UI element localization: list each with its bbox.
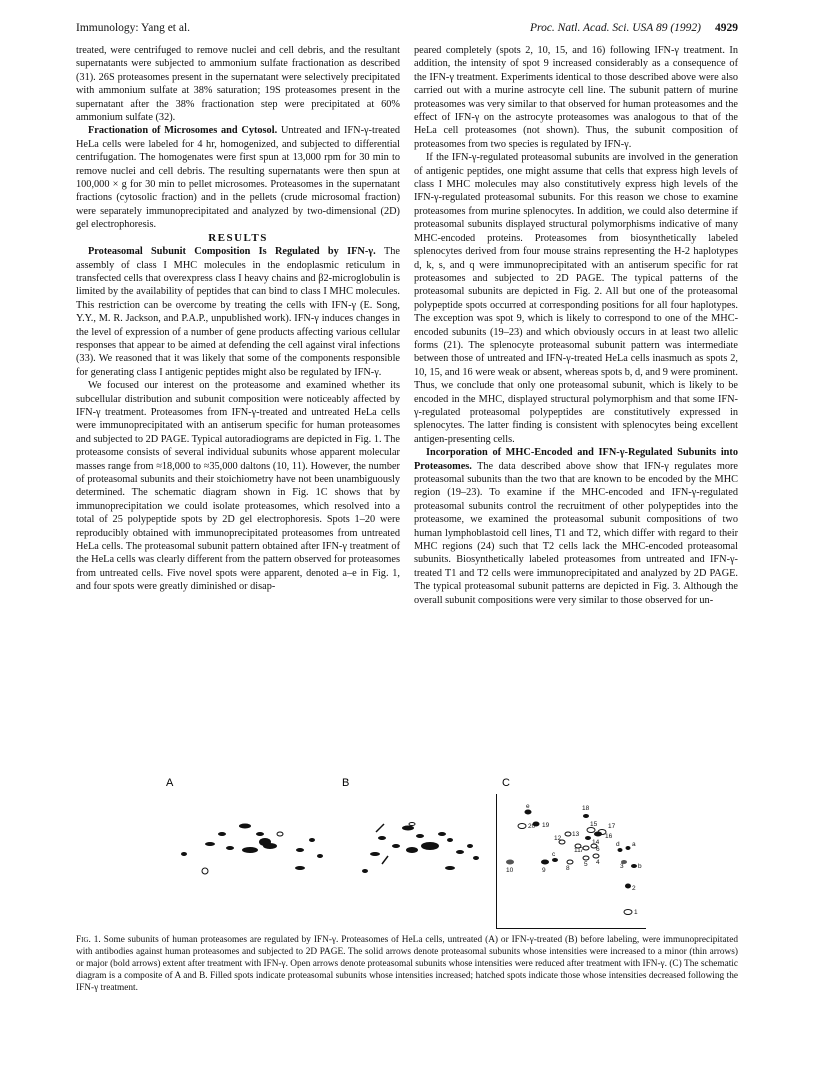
spot-2 [625, 884, 631, 889]
paragraph-text: The data described above show that IFN-γ regulates more proteasomal subunits than the two that are known to be encoded by the MHC region (19–23). To examine if the MHC-encoded and IFN-γ-regulated proteasomal subunits control the recruitment of other polypeptides into the proteasome, we examined the proteasomal subunit compositions of two human lymphoblastoid cell lines, T1 and T2, which differ with regard to their MHC regions (24) such that T2 cells lack the MHC-encoded proteasomal subunits. Biosynthetically labeled proteasomes from untreated and IFN-γ-treated T1 and T2 cells were immunoprecipitated and analyzed by 2D PAGE. The typical proteasomal subunit patterns are depicted in Fig. 3. Although the overall subunit compositions were very similar to those observed for un- [414, 460, 738, 606]
gel-spot [409, 823, 415, 826]
panel-label-c: C [502, 777, 510, 789]
spot-13 [565, 832, 571, 836]
gel-spot [309, 838, 315, 842]
spot-label: 11 [574, 847, 581, 854]
spot-a [626, 846, 631, 850]
spot-label: 13 [572, 831, 580, 838]
spot-label: 17 [608, 823, 616, 830]
axis-line [496, 928, 646, 929]
spot-18 [583, 814, 589, 818]
spot-label: 14 [592, 839, 600, 846]
spot-labels [506, 803, 642, 916]
spot-label: 5 [584, 861, 588, 868]
section-heading: RESULTS [208, 231, 268, 244]
caption-text: Some subunits of human proteasomes are regulated by IFN-γ. Proteasomes of HeLa cells, untreated (A) or IFN-γ-treated (B) before labeling, were immunoprecipitated with antibodies against human proteasomes and subjected to 2D PAGE. The solid arrows denote proteasomal subunits whose intensities were increased to a minor (thin arrows) or major (bold arrows) extent after treatment with IFN-γ. Open arrows denote proteasomal subunits whose intensities were reduced after treatment with IFN-γ. (C) The schematic diagram is a composite of A and B. Filled spots indicate proteasomal subunits whose intensities increased; hatched spots indicate those whose intensities decreased following the IFN-γ treatment. [76, 935, 738, 993]
journal-citation: Proc. Natl. Acad. Sci. USA 89 (1992) [530, 22, 701, 34]
paragraph-text: The assembly of class I MHC molecules in the endoplasmic reticulum in transfected cells that overexpress class I heavy chains and β2-microglobulin is limited by the availability of peptides that can bind to class I MHC molecules. This restriction can be overcome by treating the cells with IFN-γ (E. Song, Y.Y., M. R. Jackson, and P.A.P., unpublished work). IFN-γ induces changes in the level of expression of a number of gene products affecting various cellular responses that appear to be aimed at defending the cell against viral infections (33). We reasoned that it was likely that some of the components responsible for generating class I antigenic peptides might also be regulated by IFN-γ. [76, 246, 400, 378]
arrow-indicator [376, 824, 384, 832]
spot-label: c [552, 851, 556, 858]
spot-c [552, 858, 558, 862]
spot-label: 7 [580, 847, 584, 854]
spot-label: 18 [582, 805, 590, 812]
gel-spot [202, 868, 208, 874]
panel-label-b: B [342, 777, 350, 789]
gel-spot [226, 846, 234, 850]
gel-spot [295, 866, 305, 870]
gel-spot [263, 843, 277, 849]
spot-label: d [616, 841, 620, 848]
paragraph [76, 124, 400, 231]
spot-label: 2 [632, 885, 636, 892]
schematic-panel-c [496, 794, 646, 929]
gel-spot [378, 836, 386, 840]
gel-spot [438, 832, 446, 836]
figure-1 [150, 776, 710, 1046]
figure-panels [150, 776, 710, 936]
gel-panel-a [181, 824, 323, 875]
gel-spot [362, 869, 368, 873]
gel-spot [317, 854, 323, 858]
run-in-heading: Incorporation of MHC-Encoded and IFN-γ-Regulated Subunits into Proteasomes. [414, 447, 738, 472]
spot-label: 4 [596, 859, 600, 866]
spot-1 [624, 910, 632, 915]
spot-7 [583, 846, 589, 850]
spot-label: 8 [566, 865, 570, 872]
spot-label: 16 [605, 833, 613, 840]
gel-spot [242, 847, 258, 853]
spot-20 [518, 824, 526, 829]
panel-label-a: A [166, 777, 174, 789]
spot-8 [567, 860, 573, 864]
run-in-heading: Proteasomal Subunit Composition Is Regulated by IFN-γ. [88, 246, 376, 258]
spot-label: 19 [542, 822, 550, 829]
header-right [530, 22, 738, 34]
header-left: Immunology: Yang et al. [76, 22, 191, 34]
spot-16 [594, 832, 602, 837]
gel-spot [218, 832, 226, 836]
gel-spot [296, 848, 304, 852]
spot-label: 3 [620, 863, 624, 870]
page-number: 4929 [715, 22, 738, 34]
gel-spot [256, 832, 264, 836]
caption-label: Fig. 1. [76, 935, 101, 945]
spot-label: 1 [634, 909, 638, 916]
spot-label: e [526, 803, 530, 810]
paragraph: If the IFN-γ-regulated proteasomal subunits are involved in the generation of antigenic peptides, one might assume that cells that express high levels of class I MHC molecules may also constitutively express high levels of the IFN-γ-regulated proteasomal subunits. For this reason we chose to examine proteasomes from murine splenocytes. In addition, we could also determine if proteasomal subunits displayed structural polymorphisms indicative of many MHC-encoded proteins. Proteasomes from biosynthetically labeled splenocytes derived from four mouse strains representing the H-2 haplotypes d, k, s, and q were immunoprecipitated with an antiserum specific for rat proteasomes and subjected to 2D PAGE. The typical patterns of the proteasomal subunits are depicted in Fig. 2. All but one of the proteasomal polypeptide spots occurred at corresponding positions for all four haplotypes. The exception was spot 9, which is likely to correspond to one of the MHC-encoded subunits (19–23) and which obviously occurs in at least two allelic forms (21). The splenocyte proteasomal subunit pattern was intermediate between those of untreated and IFN-γ-treated HeLa cells inasmuch as spots 2, 10, 15, and 16 were weak or absent, whereas spots b, d, and 9 were prominent. Thus, we conclude that only one proteasomal subunit, which is likely to be encoded in the MHC, displayed structural polymorphism and that some IFN-γ-regulated proteasomal polypeptides are constitutively expressed in splenocytes. The latter finding is consistent with splenocytes being excellent antigen-presenting cells. [414, 152, 738, 445]
spot-15 [587, 828, 595, 833]
gel-spot [467, 844, 473, 848]
spot-10 [506, 860, 514, 865]
paragraph: treated, were centrifuged to remove nuclei and cell debris, and the resultant supernatants were subjected to ammonium sulfate fractionation as described (31). 26S proteasomes present in the supernatant were selectively precipitated with ammonium sulfate at 38% saturation; 19S proteasomes present in the supernatant after the 38% fractionation step were precipitated at 60% ammonium sulfate (32). [76, 45, 400, 124]
gel-spot [416, 834, 424, 838]
gel-spot [445, 866, 455, 870]
spot-label: a [632, 841, 636, 848]
arrow-indicator [382, 856, 388, 864]
axis-line [496, 794, 497, 929]
gel-spot [447, 838, 453, 842]
paragraph [414, 446, 738, 607]
spot-label: 12 [554, 835, 562, 842]
figure-caption [76, 934, 738, 994]
run-in-heading: Fractionation of Microsomes and Cytosol. [88, 125, 278, 137]
spot-label: 9 [542, 867, 546, 874]
spot-label: b [638, 863, 642, 870]
gel-spot [370, 852, 380, 856]
paragraph: We focused our interest on the proteasome and examined whether its subcellular distribution and subunit composition were noticeably affected by IFN-γ treatment. Proteasomes from IFN-γ-treated and untreated HeLa cells were immunoprecipitated with an antiserum specific for human proteasomes and subjected to 2D PAGE. Typical autoradiograms are depicted in Fig. 1. The proteasome consists of several individual subunits whose apparent molecular masses range from ≈18,000 to ≈35,000 daltons (10, 11). However, the number of proteasomal subunits and their stoichiometry have not been unambiguously determined. The schematic diagram shown in Fig. 1C shows that by immunoprecipitation we could isolate proteasomes, which resolved into a total of 25 polypeptide spots by 2D gel electrophoresis. Spots 1–20 were reproducibly obtained with immunoprecipitated proteasomes from untreated HeLa cells. The proteasomal subunit pattern obtained after IFN-γ treatment of the HeLa cells was clearly different from the pattern observed for proteasomes from untreated cells. Five novel spots were apparent, denoted a–e in Fig. 1, and four spots were greatly diminished or disap- [76, 380, 400, 593]
gel-spot [277, 832, 283, 836]
spot-9 [541, 860, 549, 865]
gel-spot [402, 826, 414, 831]
gel-spot [181, 852, 187, 856]
gel-spot [406, 847, 418, 853]
spot-label: 10 [506, 867, 514, 874]
spot-14 [585, 836, 591, 840]
spot-4 [593, 854, 599, 858]
gel-spot [473, 856, 479, 860]
gel-panel-b [362, 823, 479, 874]
right-column [414, 44, 738, 607]
paragraph-text: Untreated and IFN-γ-treated HeLa cells were labeled for 4 hr, homogenized, and subjected to differential centrifugation. The homogenates were first spun at 13,000 rpm for 30 min to remove nuclei and cell debris. The resulting supernatants were then spun at 100,000 × g for 30 min to pellet microsomes. Proteasomes in the supernatant fractions (cytosolic fraction) and in the pellets (crude microsomal fraction) were separately immunoprecipitated and analyzed by two-dimensional (2D) gel electrophoresis. [76, 125, 400, 231]
spot-label: 6 [596, 846, 600, 853]
spot-label: 15 [590, 821, 598, 828]
spot-5 [583, 856, 589, 860]
spot-b [631, 864, 637, 868]
spot-d [618, 848, 623, 852]
spot-label: 20 [528, 823, 536, 830]
gel-spot [392, 844, 400, 848]
spot-e [525, 810, 532, 815]
paragraph [76, 245, 400, 379]
running-header [76, 22, 738, 38]
left-column [76, 44, 400, 594]
gel-spot [421, 842, 439, 850]
gel-spot [205, 842, 215, 846]
gel-spot [456, 850, 464, 854]
paragraph: peared completely (spots 2, 10, 15, and 16) following IFN-γ treatment. In addition, the intensity of spot 9 increased considerably as a consequence of the IFN-γ treatment. Experiments identical to those described above were also carried out with a murine astrocyte cell line. The subunit pattern of murine proteasomes was very similar to that observed for human proteasomes and the effect of IFN-γ on the astrocyte proteasomes was analogous to that of the HeLa cell proteasomes (not shown). Thus, the subunit composition of proteasomes from two species is regulated by IFN-γ. [414, 45, 738, 150]
gel-spot [239, 825, 245, 828]
